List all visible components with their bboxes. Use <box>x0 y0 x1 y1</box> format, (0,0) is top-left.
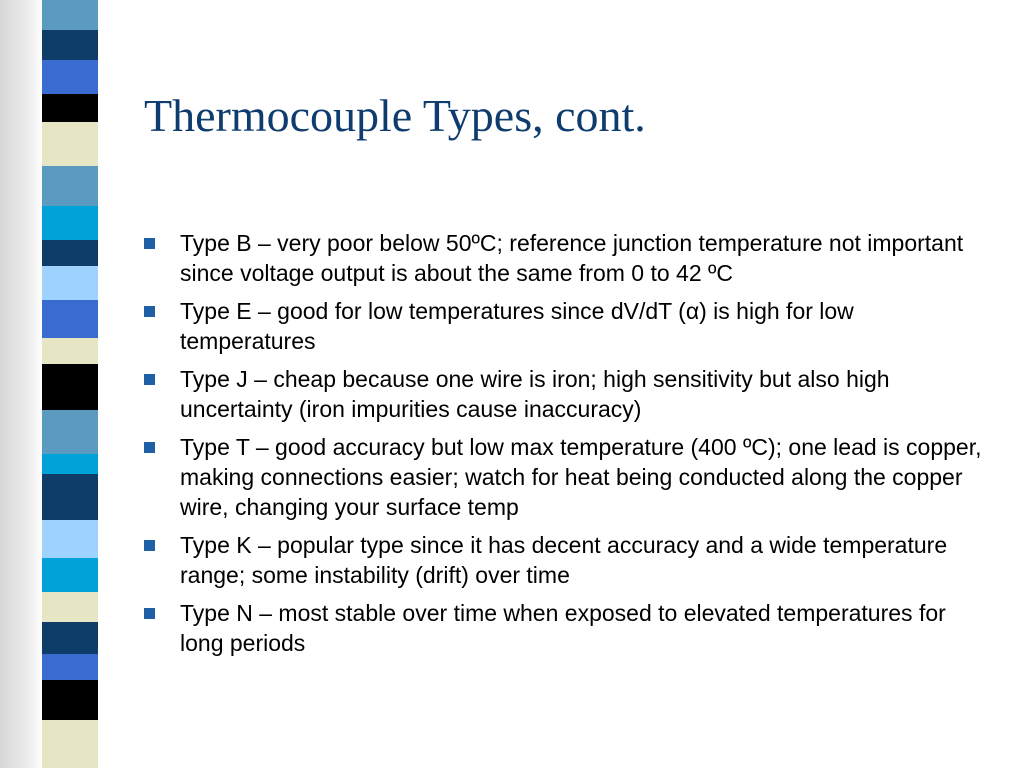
bullet-text: Type N – most stable over time when exposed to elevated temperatures for long periods <box>180 600 946 656</box>
bullet-item <box>144 228 994 288</box>
square-bullet-icon <box>144 306 155 317</box>
decorative-stripe <box>42 592 98 622</box>
slide-title: Thermocouple Types, cont. <box>144 90 646 141</box>
bullet-text: Type T – good accuracy but low max temperature (400 ºC); one lead is copper, making connections easier; watch for heat being conducted along the copper wire, changing your surface temp <box>180 434 982 520</box>
square-bullet-icon <box>144 238 155 249</box>
decorative-stripe <box>42 166 98 206</box>
decorative-stripe <box>42 300 98 338</box>
bullet-text: Type J – cheap because one wire is iron; high sensitivity but also high uncertainty (iron impurities cause inaccuracy) <box>180 366 890 422</box>
square-bullet-icon <box>144 374 155 385</box>
color-stripes <box>42 0 98 768</box>
decorative-stripe <box>42 680 98 720</box>
decorative-stripe <box>42 266 98 300</box>
decorative-stripe <box>42 364 98 410</box>
bullet-list <box>144 228 994 666</box>
square-bullet-icon <box>144 442 155 453</box>
bullet-item <box>144 598 994 658</box>
bullet-item <box>144 530 994 590</box>
decorative-stripe-band <box>0 0 118 768</box>
decorative-stripe <box>42 94 98 122</box>
decorative-stripe <box>42 122 98 166</box>
decorative-stripe <box>42 206 98 240</box>
decorative-stripe <box>42 654 98 680</box>
decorative-stripe <box>42 622 98 654</box>
decorative-stripe <box>42 60 98 94</box>
stripe-shadow <box>0 0 42 768</box>
bullet-text: Type B – very poor below 50ºC; reference junction temperature not important since voltage output is about the same from 0 to 42 ºC <box>180 230 964 286</box>
decorative-stripe <box>42 30 98 60</box>
decorative-stripe <box>42 558 98 592</box>
square-bullet-icon <box>144 540 155 551</box>
decorative-stripe <box>42 240 98 266</box>
decorative-stripe <box>42 0 98 30</box>
bullet-text: Type K – popular type since it has decent accuracy and a wide temperature range; some instability (drift) over time <box>180 532 948 588</box>
square-bullet-icon <box>144 608 155 619</box>
decorative-stripe <box>42 454 98 474</box>
decorative-stripe <box>42 410 98 454</box>
bullet-item <box>144 432 994 522</box>
decorative-stripe <box>42 474 98 520</box>
bullet-item <box>144 364 994 424</box>
bullet-item <box>144 296 994 356</box>
decorative-stripe <box>42 720 98 768</box>
decorative-stripe <box>42 520 98 558</box>
bullet-text: Type E – good for low temperatures since dV/dT (α) is high for low temperatures <box>180 298 854 354</box>
decorative-stripe <box>42 338 98 364</box>
